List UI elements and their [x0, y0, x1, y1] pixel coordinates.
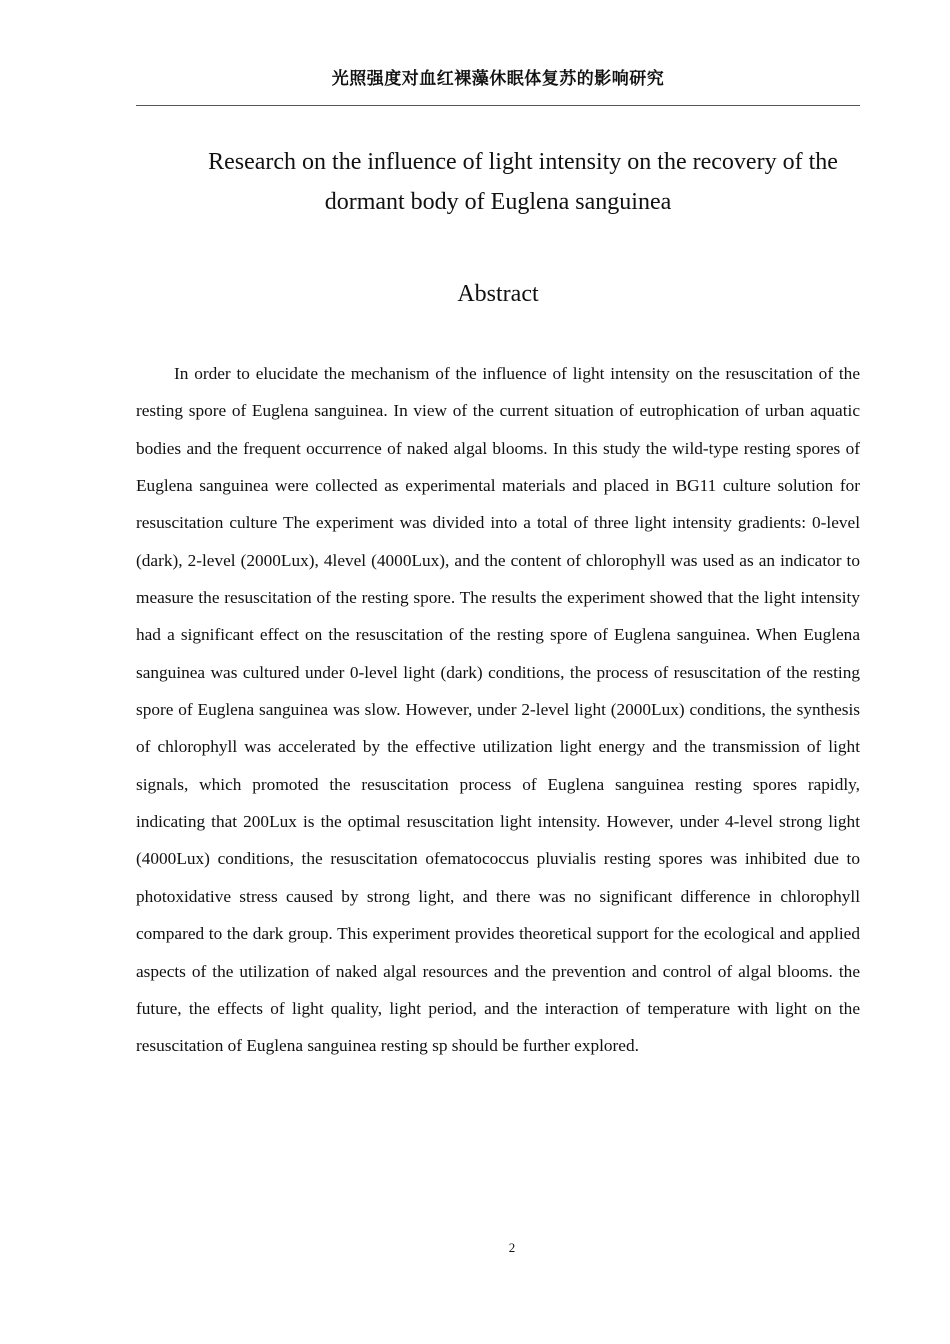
- paper-title: [136, 142, 860, 222]
- abstract-body: In order to elucidate the mechanism of the influence of light intensity on the resuscitation of the resting spore of Euglena sanguinea. In view of the current situation of eutrophication of urban aquatic bodies and the frequent occurrence of naked algal blooms. In this study the wild-type resting spores of Euglena sanguinea were collected as experimental materials and placed in BG11 culture solution for resuscitation culture The experiment was divided into a total of three light intensity gradients: 0-level (dark), 2-level (2000Lux), 4level (4000Lux), and the content of chlorophyll was used as an indicator to measure the resuscitation of the resting spore. The results the experiment showed that the light intensity had a significant effect on the resuscitation of the resting spore of Euglena sanguinea. When Euglena sanguinea was cultured under 0-level light (dark) conditions, the process of resuscitation of the resting spore of Euglena sanguinea was slow. However, under 2-level light (2000Lux) conditions, the synthesis of chlorophyll was accelerated by the effective utilization light energy and the transmission of light signals, which promoted the resuscitation process of Euglena sanguinea resting spores rapidly, indicating that 200Lux is the optimal resuscitation light intensity. However, under 4-level strong light (4000Lux) conditions, the resuscitation ofematococcus pluvialis resting spores was inhibited due to photoxidative stress caused by strong light, and there was no significant difference in chlorophyll compared to the dark group. This experiment provides theoretical support for the ecological and applied aspects of the utilization of naked algal resources and the prevention and control of algal blooms. the future, the effects of light quality, light period, and the interaction of temperature with light on the resuscitation of Euglena sanguinea resting sp should be further explored.: [136, 364, 860, 1056]
- header-divider: [136, 105, 860, 106]
- running-header: 光照强度对血红裸藻休眠体复苏的影响研究: [331, 69, 665, 89]
- abstract-heading: Abstract: [457, 281, 539, 307]
- page-number: 2: [508, 1240, 516, 1255]
- paper-title-line-1: Research on the influence of light intensity on the recovery of the: [208, 149, 838, 175]
- paper-title-line-2: dormant body of Euglena sanguinea: [324, 189, 672, 215]
